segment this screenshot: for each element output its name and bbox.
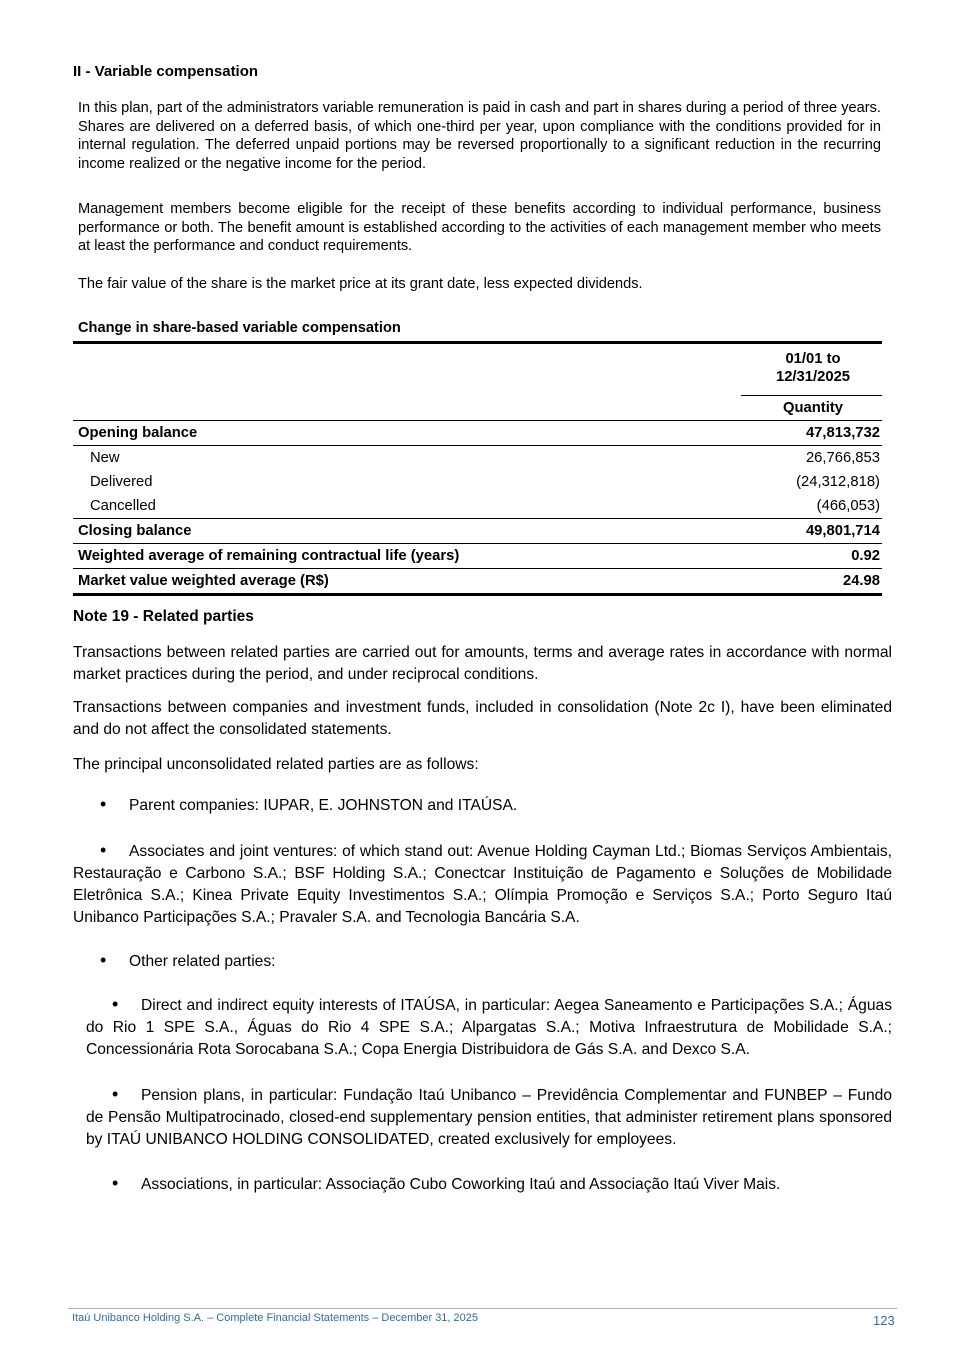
share-compensation-table: [73, 341, 882, 596]
row-label: Closing balance: [73, 519, 741, 544]
paragraph-fair-value: The fair value of the share is the market price at its grant date, less expected dividends.: [78, 276, 643, 292]
note-paragraph-eliminated: Transactions between companies and investment funds, included in consolidation (Note 2c I), have been eliminated and do not affect the consolidated statements.: [73, 699, 892, 738]
row-label: Weighted average of remaining contractual life (years): [73, 544, 741, 569]
sub-bullet-item: [86, 1174, 892, 1196]
table-row: [73, 519, 882, 544]
sub-bullet-item: [86, 1085, 892, 1151]
row-value: (466,053): [816, 498, 880, 514]
table-row: [73, 544, 882, 569]
bullet-item: [100, 951, 892, 973]
sub-bullet-text: Direct and indirect equity interests of ITAÚSA, in particular: Aegea Saneamento e Participações S.A.; Águas do Rio 1 SPE S.A., Águas do Rio 4 SPE S.A.; Alpargatas S.A.; Motiva Infraestrutura de Mobilidade S.A.; Concessionária Rota Sorocabana S.A.; Copa Energia Distribuidora de Gás S.A. and Dexco S.A.: [86, 997, 892, 1058]
row-label: New: [73, 446, 741, 471]
header-empty-cell: [73, 343, 741, 396]
section-title: II - Variable compensation: [73, 63, 259, 80]
row-value: (24,312,818): [796, 474, 880, 490]
bullet-dot-icon: •: [100, 950, 107, 970]
bullet-dot-icon: •: [100, 840, 107, 860]
bullet-text: Parent companies: IUPAR, E. JOHNSTON and ITAÚSA.: [129, 797, 518, 814]
note-paragraph-principal: The principal unconsolidated related parties are as follows:: [73, 756, 479, 773]
bullet-dot-icon: •: [100, 794, 107, 814]
table-header-row: [73, 343, 882, 396]
period-line-2: 12/31/2025: [775, 369, 851, 385]
table-subheader-row: [73, 396, 882, 421]
table-row: [73, 470, 882, 494]
period-line-1: 01/01 to: [785, 351, 841, 367]
sub-bullet-text: Pension plans, in particular: Fundação Itaú Unibanco – Previdência Complementar and FUNBEP – Fundo de Pensão Multipatrocinado, closed-end supplementary pension entities, that administer retirement plans sponsored by ITAÚ UNIBANCO HOLDING CONSOLIDATED, created exclusively for employees.: [86, 1087, 892, 1148]
row-value: 47,813,732: [741, 421, 882, 446]
row-label: Delivered: [90, 474, 153, 490]
table-row: [73, 569, 882, 595]
subheader-empty-cell: [73, 396, 741, 421]
sub-bullet-text: Associations, in particular: Associação Cubo Coworking Itaú and Associação Itaú Viver Mais.: [141, 1176, 781, 1193]
period-header: [741, 343, 882, 396]
page-number: 123: [873, 1313, 895, 1328]
bullet-text: Associates and joint ventures: of which stand out: Avenue Holding Cayman Ltd.; Biomas Serviços Ambientais, Restauração e Carbono S.A.; BSF Holding S.A.; Conectcar Instituição de Pagamento e Soluções de Mobilidade Eletrônica S.A.; Kinea Private Equity Investimentos S.A.; Olímpia Promoção e Serviços S.A.; Porto Seguro Itaú Unibanco Participações S.A.; Pravaler S.A. and Tecnologia Bancária S.A.: [73, 843, 892, 926]
table-row: [73, 446, 882, 471]
paragraph-eligibility: Management members become eligible for the receipt of these benefits according to individual performance, business performance or both. The benefit amount is established according to the activities of each management member who meets at least the performance and conduct requirements.: [78, 201, 881, 254]
footer-text: Itaú Unibanco Holding S.A. – Complete Financial Statements – December 31, 2025: [72, 1312, 479, 1324]
note-title: Note 19 - Related parties: [73, 608, 254, 625]
note-paragraph-terms: Transactions between related parties are carried out for amounts, terms and average rates in accordance with normal market practices during the period, and under reciprocal conditions.: [73, 644, 892, 683]
row-value: 26,766,853: [741, 446, 882, 471]
bullet-text: Other related parties:: [129, 953, 276, 970]
row-label: Cancelled: [90, 498, 156, 514]
bullet-item: [100, 795, 892, 817]
row-value: 24.98: [741, 569, 882, 595]
table-row: [73, 494, 882, 519]
quantity-header: Quantity: [741, 396, 882, 421]
bullet-dot-icon: •: [112, 1173, 119, 1193]
bullet-dot-icon: •: [112, 994, 119, 1014]
bullet-item: [73, 841, 892, 929]
row-label: Opening balance: [73, 421, 741, 446]
table-title: Change in share-based variable compensation: [78, 320, 401, 336]
footer-divider: [68, 1308, 897, 1309]
row-value: 0.92: [741, 544, 882, 569]
paragraph-plan: In this plan, part of the administrators variable remuneration is paid in cash and part in shares during a period of three years. Shares are delivered on a deferred basis, of which one-third per year, upon compliance with the conditions provided for in internal regulation. The deferred unpaid portions may be reversed proportionally to a significant reduction in the recurring income realized or the negative income for the period.: [78, 100, 881, 172]
table-row: [73, 421, 882, 446]
row-value: 49,801,714: [741, 519, 882, 544]
bullet-dot-icon: •: [112, 1084, 119, 1104]
row-label: Market value weighted average (R$): [73, 569, 741, 595]
sub-bullet-item: [86, 995, 892, 1061]
